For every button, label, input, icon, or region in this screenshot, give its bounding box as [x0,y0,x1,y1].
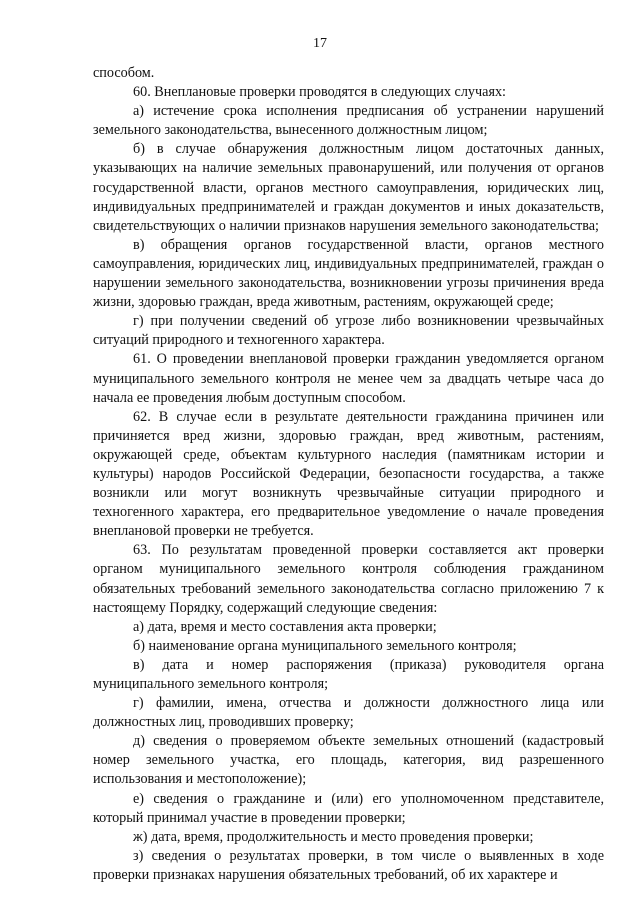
paragraph-60-g: г) при получении сведений об угрозе либо возникновении чрезвычайных ситуаций природного и техногенного характера. [93,313,604,349]
paragraph-63-zh: ж) дата, время, продолжительность и место проведения проверки; [133,828,534,845]
paragraph-63-v: в) дата и номер распоряжения (приказа) руководителя органа муниципального земельного контроля; [93,656,604,692]
document-body [93,64,604,885]
paragraph-60-a: а) истечение срока исполнения предписания об устранении нарушений земельного законодательства, вынесенного должностным лицом; [93,103,604,139]
paragraph-63-b: б) наименование органа муниципального земельного контроля; [133,637,517,654]
paragraph-63-z: з) сведения о результатах проверки, в том числе о выявленных в ходе проверки признаках нарушения обязательных требований, об их характере и [93,847,604,883]
paragraph-item-62: 62. В случае если в результате деятельности гражданина причинен или причиняется вред жизни, здоровью граждан, вред животным, растениям, окружающей среде, объектам культурного наследия (памятникам истории и культуры) народов Российской Федерации, безопасности государства, а также возникли или могут возникнуть чрезвычайные ситуации природного и техногенного характера, его предварительное уведомление о начале проведения внеплановой проверки не требуется. [93,408,604,540]
paragraph-60-b: б) в случае обнаружения должностным лицом достаточных данных, указывающих на наличие земельных правонарушений, или получения от органов государственной власти, органов местного самоуправления, юридических лиц, индивидуальных предпринимателей и граждан документов и иных доказательств, свидетельствующих о наличии признаков нарушения земельного законодательства; [93,141,604,234]
paragraph-continuation: способом. [93,65,155,81]
paragraph-60-v: в) обращения органов государственной власти, органов местного самоуправления, юридических лиц, индивидуальных предпринимателей, граждан о нарушении земельного законодательства, возникновении угрозы причинения вреда жизни, здоровью граждан, вреда животным, растениям, окружающей среде; [93,236,604,311]
paragraph-63-a: а) дата, время и место составления акта проверки; [133,618,437,635]
paragraph-item-60: 60. Внеплановые проверки проводятся в следующих случаях: [133,84,507,101]
paragraph-item-63: 63. По результатам проведенной проверки составляется акт проверки органом муниципального земельного контроля соблюдения гражданином обязательных требований земельного законодательства согласно приложению 7 к настоящему Порядку, содержащий следующие сведения: [93,542,604,616]
paragraph-63-g: г) фамилии, имена, отчества и должности должностного лица или должностных лиц, проводивших проверку; [93,695,604,731]
paragraph-63-d: д) сведения о проверяемом объекте земельных отношений (кадастровый номер земельного участка, его площадь, категория, вид разрешенного использования и местоположение); [93,733,604,788]
paragraph-item-61: 61. О проведении внеплановой проверки гражданин уведомляется органом муниципального земельного контроля не менее чем за двадцать четыре часа до начала ее проведения любым доступным способом. [93,351,604,406]
page-number: 17 [313,36,327,51]
paragraph-63-e: е) сведения о гражданине и (или) его уполномоченном представителе, который принимал участие в проведении проверки; [93,790,604,826]
